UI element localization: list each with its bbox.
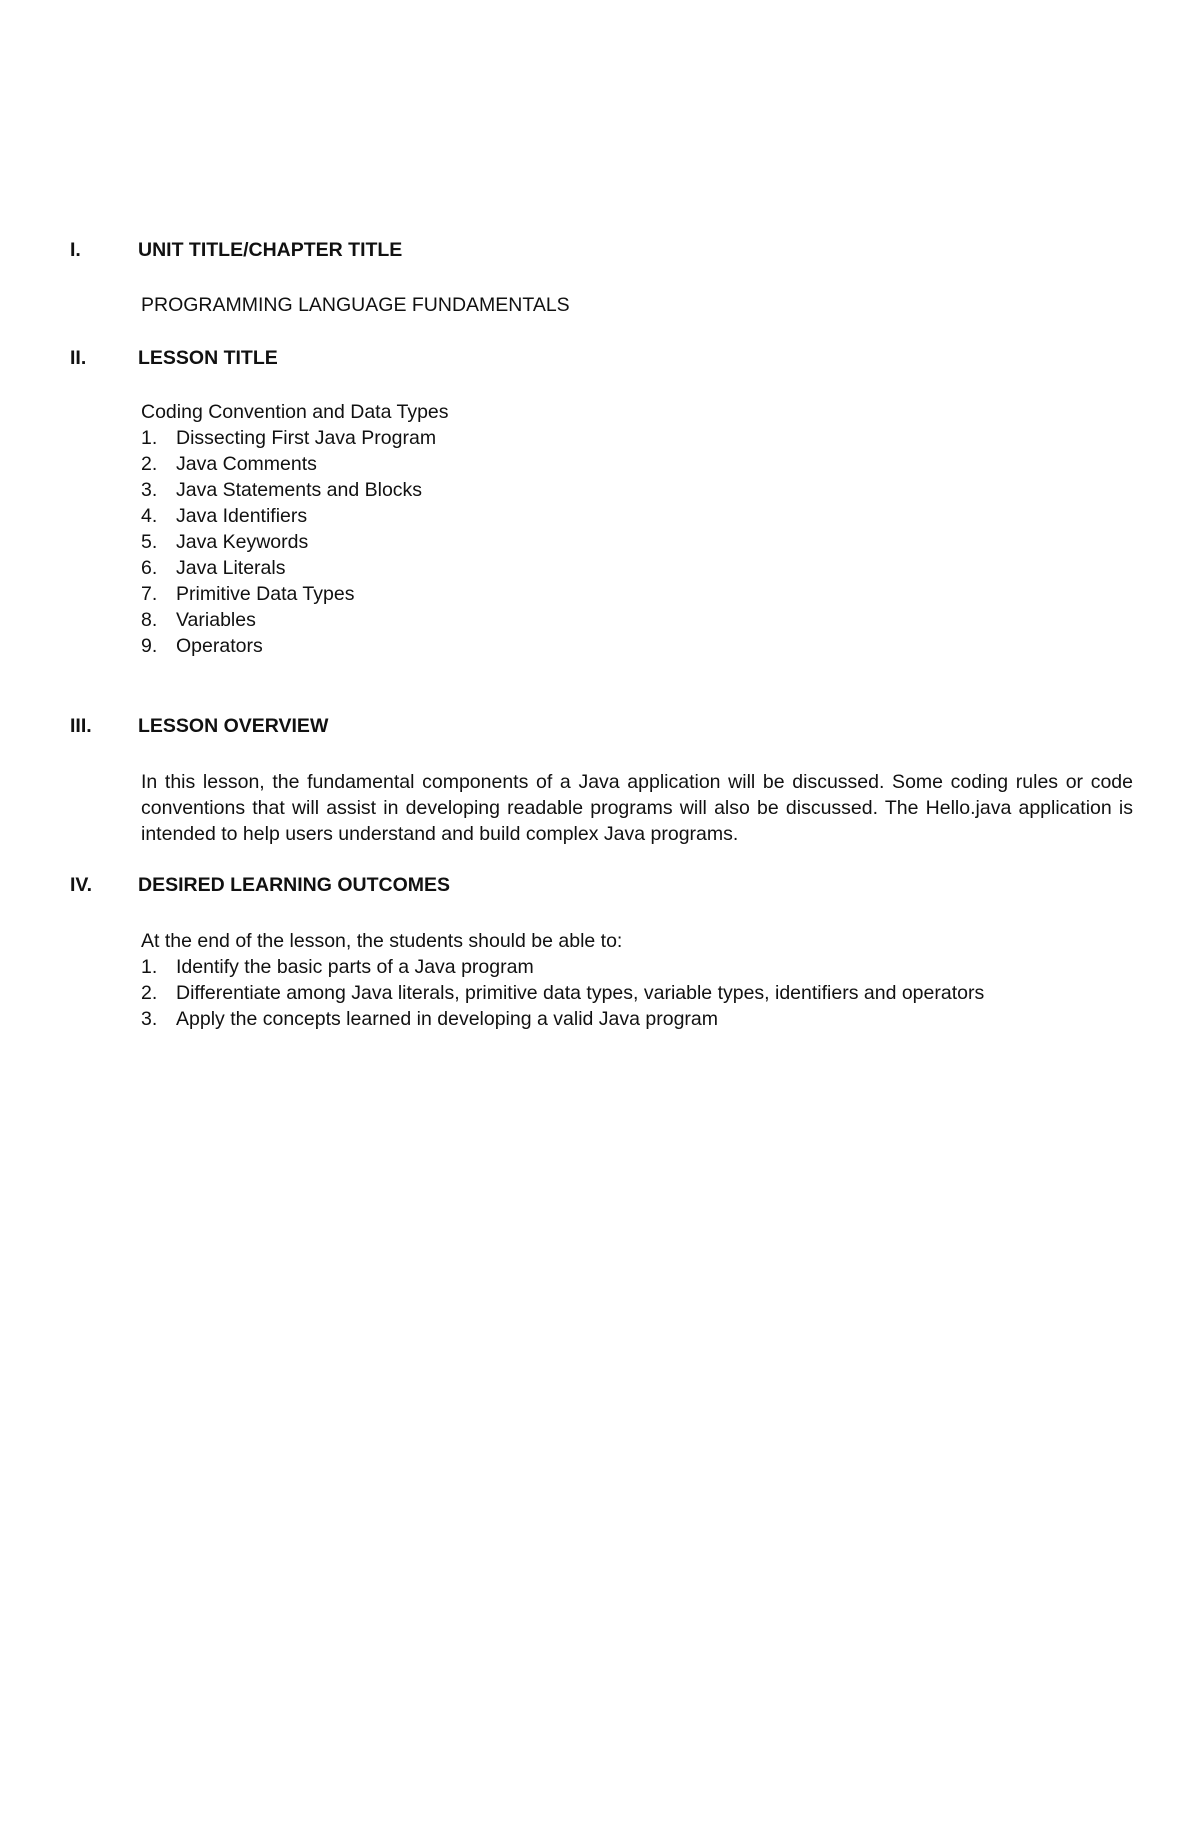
- section-heading-lesson-overview: [70, 714, 328, 738]
- list-item-text: Java Keywords: [176, 531, 309, 553]
- list-item-text: Java Identifiers: [176, 505, 308, 527]
- list-item-text: Java Statements and Blocks: [176, 479, 423, 501]
- list-item-number: 4.: [141, 505, 158, 527]
- list-item: [141, 607, 436, 633]
- list-item-number: 2.: [141, 982, 158, 1004]
- list-item-number: 9.: [141, 635, 158, 657]
- list-item: [141, 1006, 984, 1032]
- section-heading-unit-title: [70, 238, 402, 262]
- list-item-text: Identify the basic parts of a Java program: [176, 956, 534, 978]
- list-item-number: 1.: [141, 427, 158, 449]
- section-title: UNIT TITLE/CHAPTER TITLE: [138, 239, 403, 261]
- list-item-text: Java Comments: [176, 453, 317, 475]
- list-item-text: Primitive Data Types: [176, 583, 355, 605]
- list-item-text: Variables: [176, 609, 256, 631]
- list-item-number: 5.: [141, 531, 158, 553]
- list-item-text: Apply the concepts learned in developing a valid Java program: [176, 1008, 719, 1030]
- lesson-topics-list: [141, 425, 436, 659]
- section-numeral: III.: [70, 715, 92, 737]
- list-item-number: 3.: [141, 1008, 158, 1030]
- list-item: [141, 425, 436, 451]
- list-item: [141, 555, 436, 581]
- list-item: [141, 451, 436, 477]
- list-item-text: Dissecting First Java Program: [176, 427, 437, 449]
- list-item-number: 6.: [141, 557, 158, 579]
- list-item-number: 1.: [141, 956, 158, 978]
- section-numeral: I.: [70, 239, 81, 261]
- unit-title-text: PROGRAMMING LANGUAGE FUNDAMENTALS: [141, 294, 570, 316]
- section-numeral: IV.: [70, 874, 93, 896]
- list-item-number: 2.: [141, 453, 158, 475]
- list-item-number: 8.: [141, 609, 158, 631]
- section-title: DESIRED LEARNING OUTCOMES: [138, 874, 451, 896]
- list-item: [141, 503, 436, 529]
- list-item-number: 3.: [141, 479, 158, 501]
- list-item-text: Differentiate among Java literals, primitive data types, variable types, identifiers and operators: [176, 982, 985, 1004]
- lesson-overview-paragraph: In this lesson, the fundamental components of a Java application will be discussed. Some coding rules or code conventions that will assist in developing readable programs will also be discussed. The Hello.java application is intended to help users understand and build complex Java programs.: [141, 771, 1133, 845]
- list-item: [141, 633, 436, 659]
- learning-outcomes-list: [141, 954, 984, 1032]
- section-title: LESSON TITLE: [138, 347, 278, 369]
- lesson-title-text: Coding Convention and Data Types: [141, 401, 449, 423]
- section-heading-lesson-title: [70, 346, 278, 370]
- list-item-number: 7.: [141, 583, 158, 605]
- list-item: [141, 954, 984, 980]
- learning-outcomes-intro: At the end of the lesson, the students should be able to:: [141, 930, 623, 952]
- list-item: [141, 529, 436, 555]
- list-item-text: Operators: [176, 635, 263, 657]
- list-item-text: Java Literals: [176, 557, 286, 579]
- list-item: [141, 581, 436, 607]
- list-item: [141, 980, 984, 1006]
- list-item: [141, 477, 436, 503]
- section-title: LESSON OVERVIEW: [138, 715, 329, 737]
- section-numeral: II.: [70, 347, 87, 369]
- section-heading-learning-outcomes: [70, 873, 450, 897]
